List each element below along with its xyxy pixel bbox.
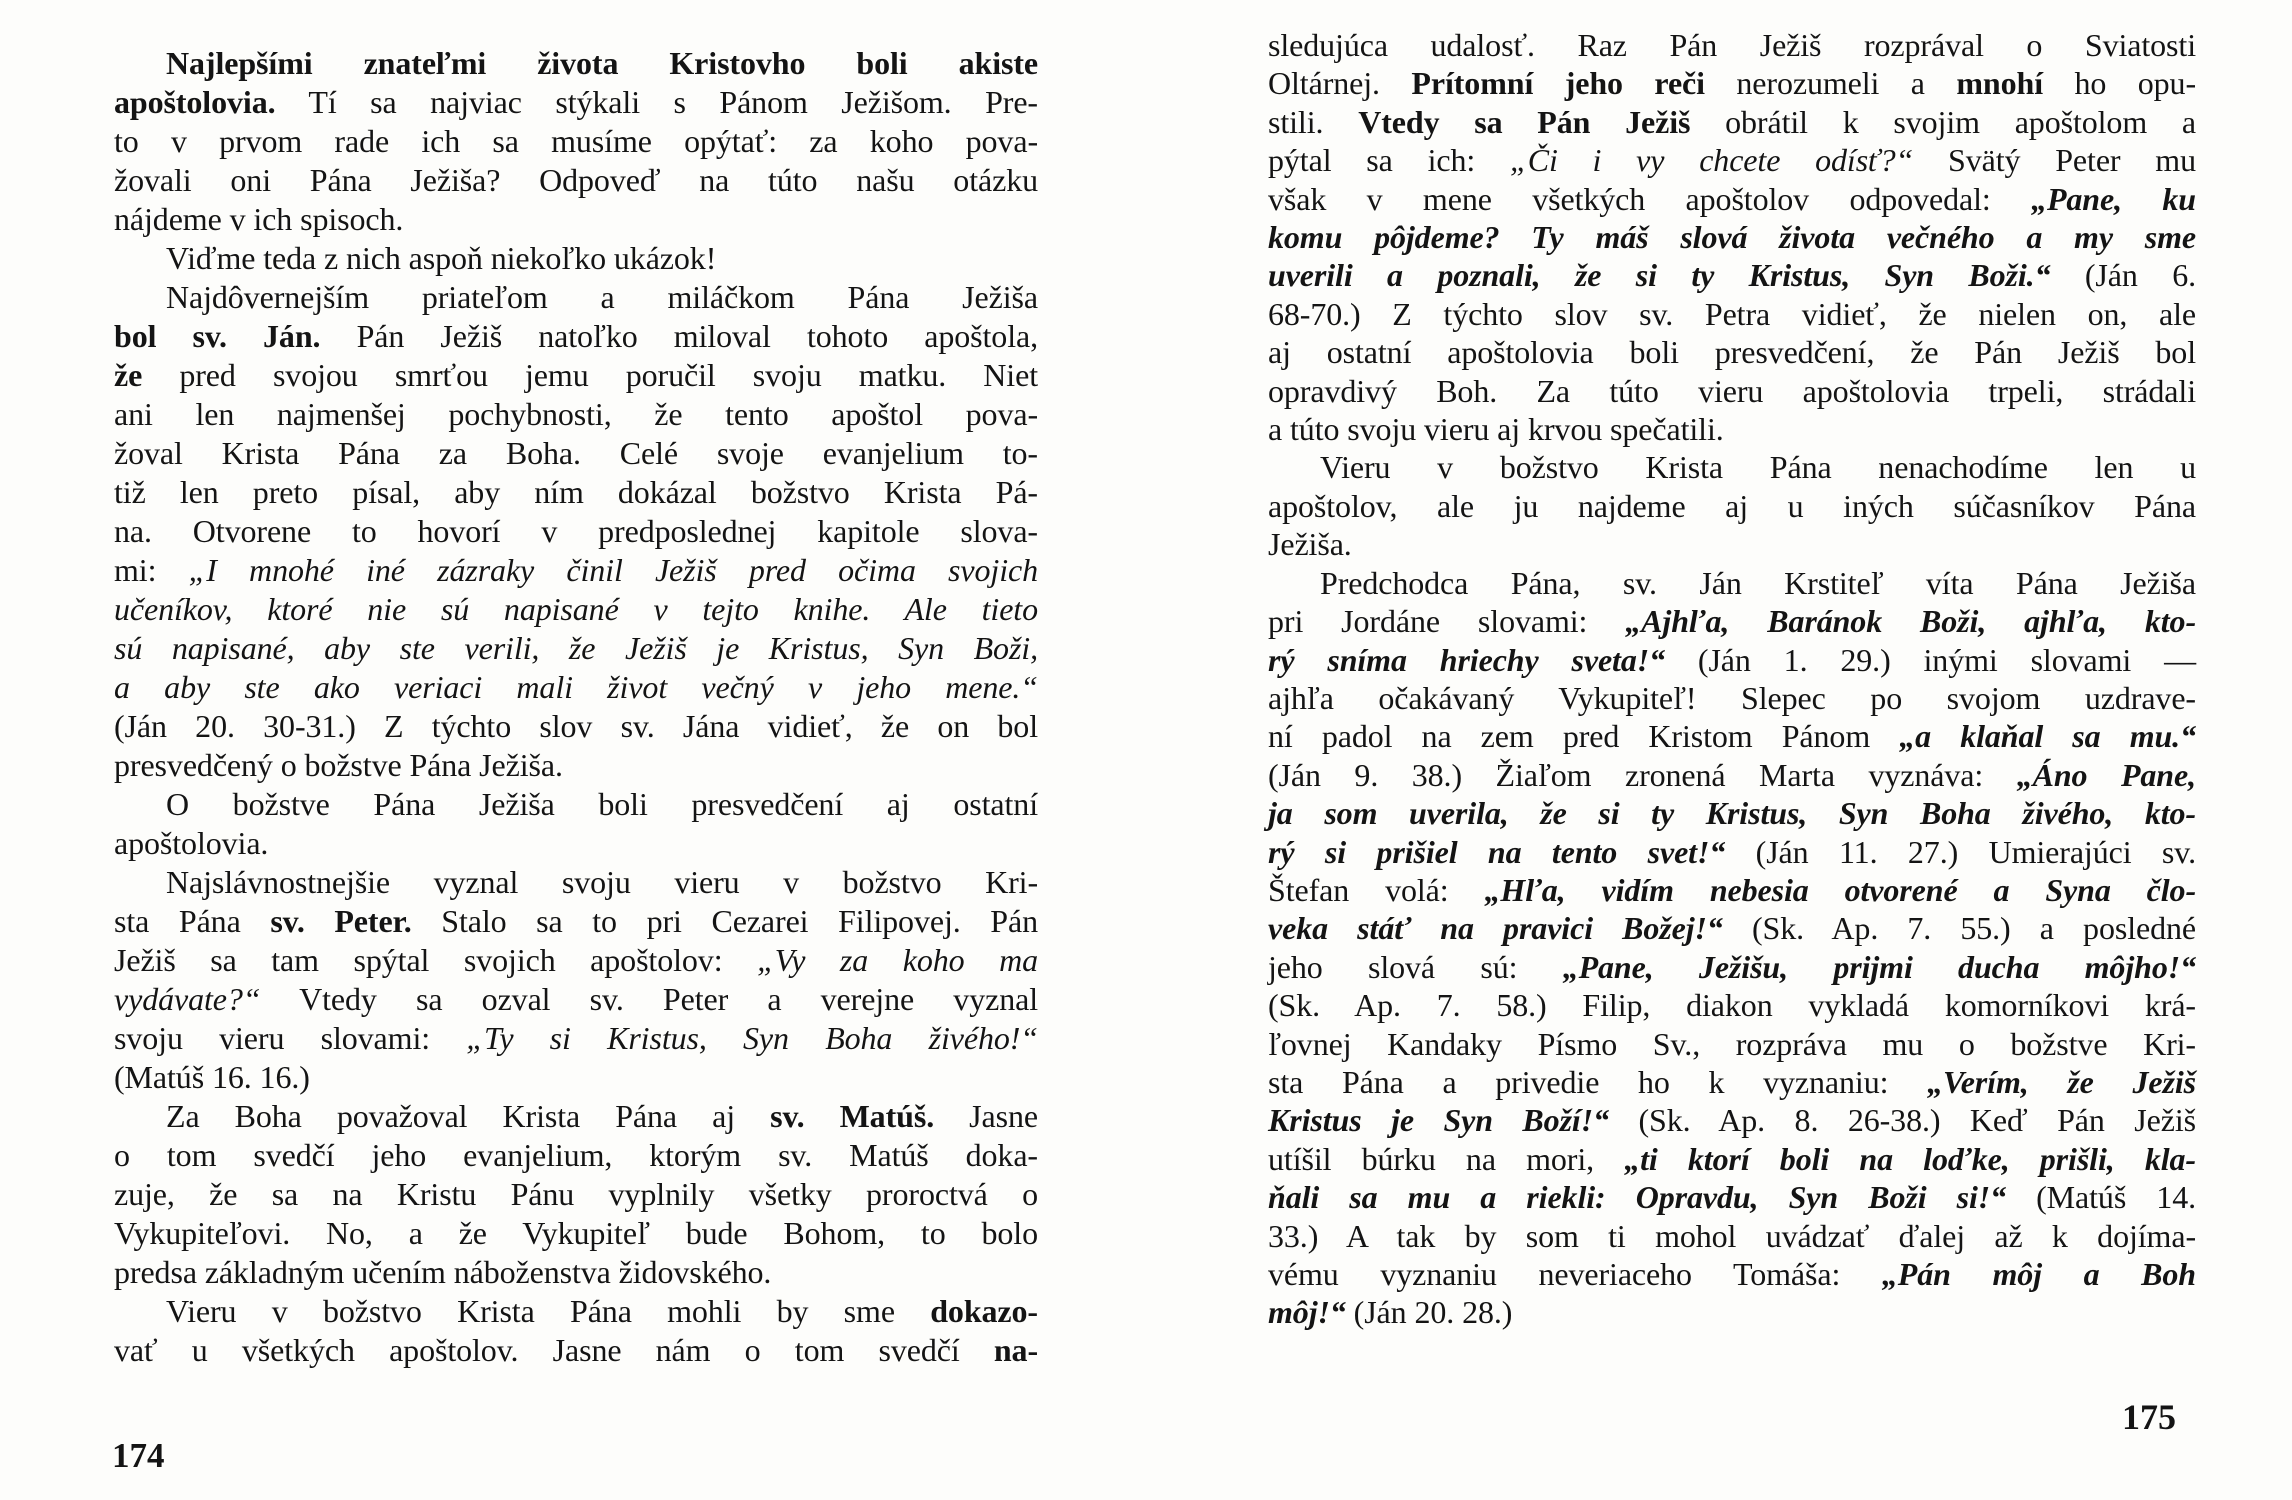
- text-line: Vykupiteľovi. No, a že Vykupiteľ bude Bohom, to bolo: [114, 1215, 1038, 1251]
- text-line: Predchodca Pána, sv. Ján Krstiteľ víta Pána Ježiša: [1320, 564, 2196, 601]
- text-line: ani len najmenšej pochybnosti, že tento apoštol pova-: [114, 396, 1038, 432]
- text-line: sú napisané, aby ste verili, že Ježiš je Kristus, Syn Boži,: [114, 630, 1038, 666]
- text-line: nájdeme v ich spisoch.: [114, 201, 404, 237]
- text-line: ja som uverila, že si ty Kristus, Syn Boha živého, kto-: [1268, 795, 2196, 832]
- text-line: sta Pána a privedie ho k vyznaniu: „Verím, že Ježiš: [1268, 1063, 2196, 1100]
- text-line: Najslávnostnejšie vyznal svoju vieru v božstvo Kri-: [166, 864, 1038, 900]
- text-line: ní padol na zem pred Kristom Pánom „a klaňal sa mu.“: [1268, 718, 2196, 755]
- text-line: Vieru v božstvo Krista Pána mohli by sme dokazo-: [166, 1293, 1038, 1329]
- page-number-left: 174: [112, 1436, 165, 1475]
- text-line: pýtal sa ich: „Či i vy chcete odísť?“ Svätý Peter mu: [1268, 142, 2196, 179]
- text-line: aj ostatní apoštolovia boli presvedčení, že Pán Ježiš bol: [1268, 334, 2196, 371]
- text-line: vému vyznaniu neveriaceho Tomáša: „Pán môj a Boh: [1268, 1256, 2196, 1292]
- text-line: žovali oni Pána Ježiša? Odpoveď na túto našu otázku: [114, 162, 1038, 198]
- text-line: komu pôjdeme? Ty máš slová života večného a my sme: [1268, 219, 2196, 256]
- text-line: (Sk. Ap. 7. 58.) Filip, diakon vykladá komorníkovi krá-: [1268, 987, 2196, 1024]
- text-line: Oltárnej. Prítomní jeho reči nerozumeli a mnohí ho opu-: [1268, 65, 2197, 102]
- text-line: Najlepšími znateľmi života Kristovho boli akiste: [166, 45, 1038, 81]
- text-line: o tom svedčí jeho evanjelium, ktorým sv. Matúš doka-: [114, 1137, 1038, 1173]
- text-line: učeníkov, ktoré nie sú napisané v tejto knihe. Ale tieto: [114, 591, 1038, 627]
- text-line: a aby ste ako veriaci mali život večný v jeho mene.“: [114, 669, 1038, 705]
- text-line: tiž len preto písal, aby ním dokázal božstvo Krista Pá-: [114, 474, 1038, 510]
- text-line: sta Pána sv. Peter. Stalo sa to pri Cezarei Filipovej. Pán: [114, 903, 1038, 939]
- text-line: sledujúca udalosť. Raz Pán Ježiš rozprával o Sviatosti: [1268, 27, 2196, 63]
- text-line: Vieru v božstvo Krista Pána nenachodíme len u: [1320, 449, 2196, 486]
- text-line: (Matúš 16. 16.): [114, 1059, 310, 1095]
- text-line: mi: „I mnohé iné zázraky činil Ježiš pred očima svojich: [114, 552, 1038, 588]
- text-line: ajhľa očakávaný Vykupiteľ! Slepec po svojom uzdrave-: [1268, 679, 2196, 716]
- text-line: apoštolov, ale ju najdeme aj u iných súčasníkov Pána: [1268, 487, 2196, 524]
- text-line: zuje, že sa na Kristu Pánu vyplnily všetky proroctvá o: [114, 1176, 1038, 1212]
- text-line: žoval Krista Pána za Boha. Celé svoje evanjelium to-: [114, 435, 1038, 471]
- text-line: Ježiša.: [1268, 526, 1352, 563]
- text-line: a túto svoju vieru aj krvou spečatili.: [1268, 411, 1724, 448]
- text-line: to v prvom rade ich sa musíme opýtať: za koho pova-: [114, 123, 1038, 159]
- text-line: môj!“ (Ján 20. 28.): [1268, 1294, 1513, 1331]
- text-line: Ježiš sa tam spýtal svojich apoštolov: „Vy za koho ma: [114, 942, 1038, 978]
- left-page-text: [114, 44, 1038, 1370]
- text-line: na. Otvorene to hovorí v predposlednej kapitole slova-: [114, 513, 1038, 549]
- text-line: bol sv. Ján. Pán Ježiš natoľko miloval tohoto apoštola,: [114, 318, 1038, 354]
- text-line: Za Boha považoval Krista Pána aj sv. Matúš. Jasne: [166, 1098, 1038, 1134]
- text-line: predsa základným učením náboženstva židovského.: [114, 1254, 772, 1290]
- right-page-text: [1268, 26, 2196, 1332]
- text-line: uverili a poznali, že si ty Kristus, Syn Boži.“ (Ján 6.: [1268, 257, 2196, 294]
- text-line: ňali sa mu a riekli: Opravdu, Syn Boži si!“ (Matúš 14.: [1268, 1179, 2196, 1216]
- text-line: 68-70.) Z týchto slov sv. Petra vidieť, že nielen on, ale: [1268, 295, 2196, 332]
- text-line: utíšil búrku na mori, „ti ktorí boli na loďke, prišli, kla-: [1268, 1140, 2196, 1177]
- text-line: (Ján 9. 38.) Žiaľom zronená Marta vyznáva: „Áno Pane,: [1268, 756, 2196, 793]
- text-line: stili. Vtedy sa Pán Ježiš obrátil k svojim apoštolom a: [1268, 103, 2196, 140]
- text-line: vydávate?“ Vtedy sa ozval sv. Peter a verejne vyznal: [114, 981, 1038, 1017]
- text-line: (Ján 20. 30-31.) Z týchto slov sv. Jána vidieť, že on bol: [114, 708, 1038, 744]
- text-line: že pred svojou smrťou jemu poručil svoju matku. Niet: [114, 357, 1038, 393]
- text-line: jeho slová sú: „Pane, Ježišu, prijmi ducha môjho!“: [1268, 948, 2196, 985]
- text-line: apoštolovia.: [114, 825, 269, 861]
- text-line: ľovnej Kandaky Písmo Sv., rozpráva mu o božstve Kri-: [1268, 1025, 2196, 1062]
- text-line: Štefan volá: „Hľa, vidím nebesia otvorené a Syna člo-: [1268, 871, 2196, 908]
- text-line: Kristus je Syn Boží!“ (Sk. Ap. 8. 26-38.) Keď Pán Ježiš: [1268, 1102, 2196, 1139]
- page-number-right: 175: [2122, 1397, 2176, 1437]
- text-line: presvedčený o božstve Pána Ježiša.: [114, 747, 563, 783]
- text-line: Najdôvernejším priateľom a miláčkom Pána Ježiša: [166, 279, 1038, 315]
- text-line: veka stáť na pravici Božej!“ (Sk. Ap. 7. 55.) a posledné: [1268, 910, 2196, 947]
- text-line: však v mene všetkých apoštolov odpovedal: „Pane, ku: [1268, 180, 2196, 217]
- text-line: vať u všetkých apoštolov. Jasne nám o tom svedčí na-: [114, 1332, 1038, 1368]
- text-line: pri Jordáne slovami: „Ajhľa, Baránok Boži, ajhľa, kto-: [1268, 603, 2196, 640]
- text-line: Viďme teda z nich aspoň niekoľko ukázok!: [166, 240, 717, 276]
- text-line: O božstve Pána Ježiša boli presvedčení aj ostatní: [166, 786, 1038, 822]
- text-line: opravdivý Boh. Za túto vieru apoštolovia trpeli, strádali: [1268, 372, 2196, 409]
- text-line: svoju vieru slovami: „Ty si Kristus, Syn Boha živého!“: [114, 1020, 1038, 1056]
- text-line: rý si prišiel na tento svet!“ (Ján 11. 27.) Umierajúci sv.: [1268, 833, 2196, 870]
- text-line: 33.) A tak by som ti mohol uvádzať ďalej až k dojíma-: [1268, 1217, 2196, 1254]
- text-line: rý sníma hriechy sveta!“ (Ján 1. 29.) inými slovami —: [1268, 641, 2196, 678]
- text-line: apoštolovia. Tí sa najviac stýkali s Pánom Ježišom. Pre-: [114, 84, 1038, 120]
